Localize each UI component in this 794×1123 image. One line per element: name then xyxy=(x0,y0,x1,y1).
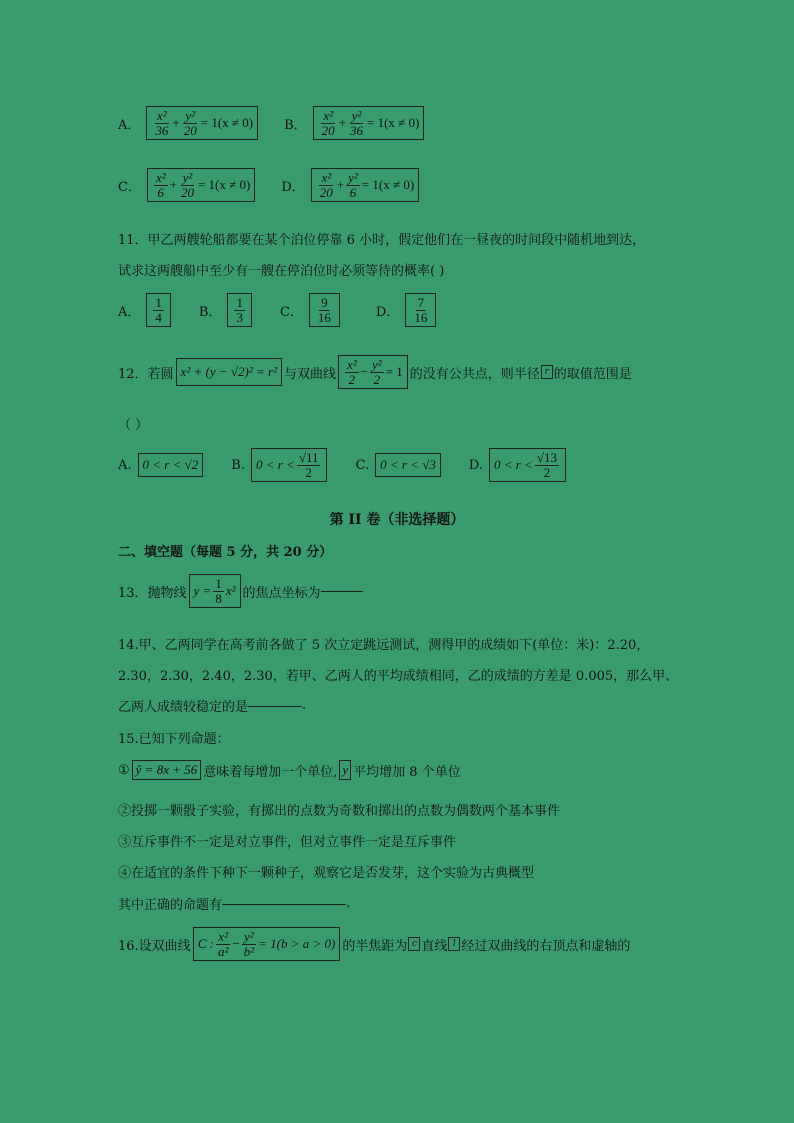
frac-num: 1 xyxy=(155,295,162,310)
frac-num: y² xyxy=(371,357,382,372)
q10-option-c-label: C． xyxy=(118,179,141,195)
q12-paren: （ ） xyxy=(118,418,149,433)
eq-label: C : xyxy=(197,936,214,952)
answer-blank[interactable] xyxy=(248,705,302,707)
frac-den: 2 xyxy=(543,464,551,480)
q10-row-cd xyxy=(118,168,421,202)
frac-num: 1 xyxy=(236,295,243,310)
q11-line1: 11．甲乙两艘轮船都要在某个泊位停靠 6 小时，假定他们在一昼夜的时间段中随机地到达， xyxy=(118,233,646,248)
q12-mid: 与双曲线 xyxy=(283,366,336,382)
frac-num: 9 xyxy=(321,295,328,310)
frac-num: y² xyxy=(185,108,196,123)
formula-rest: = 1 xyxy=(385,364,403,380)
q15-conclusion xyxy=(118,894,350,913)
frac-den: 16 xyxy=(317,309,331,325)
eq-rhs: x² xyxy=(225,583,236,599)
answer-blank[interactable] xyxy=(321,590,363,592)
frac-den: 2 xyxy=(348,371,356,387)
frac-num: x² xyxy=(218,929,228,944)
q12-option-c[interactable]: 0 < r < √3 xyxy=(375,453,441,477)
q12-prefix: 12．若圆 xyxy=(118,366,174,382)
q15-item2: ②投掷一颗骰子实验，有掷出的点数为奇数和掷出的点数为偶数两个基本事件 xyxy=(118,804,561,819)
frac-num: y² xyxy=(182,170,193,185)
q16-mid: 的半焦距为 xyxy=(342,938,408,954)
q14-line2: 2.30，2.30，2.40，2.30，若甲、乙两人的平均成绩相同，乙的成绩的方差是 0.005，那么甲、 xyxy=(118,669,679,684)
frac-num: x² xyxy=(155,170,166,185)
frac-den: 2 xyxy=(373,371,381,387)
formula-rest: = 1(b > a > 0) xyxy=(258,936,336,952)
frac-den: 6 xyxy=(157,184,165,200)
q15-regression-equation[interactable]: ŷ = 8x + 56 xyxy=(132,760,202,780)
q16-prefix: 16.设双曲线 xyxy=(118,938,191,954)
frac-den: b² xyxy=(243,943,255,959)
q12-stem xyxy=(118,355,632,389)
q11-option-a-label: A． xyxy=(118,304,141,320)
q10-option-a-formula[interactable]: $\frac{\text{x²}}{36}$ + $\frac{\text{y²}}{20}$ = 1(x ≠ 0) xyxy=(146,106,258,140)
answer-blank[interactable] xyxy=(222,903,346,905)
frac-num: x² xyxy=(157,108,167,123)
q10-option-b-label: B． xyxy=(284,117,307,133)
q15-end: . xyxy=(346,896,351,911)
frac-den: 8 xyxy=(215,590,222,606)
q12-r-symbol: r xyxy=(541,365,553,379)
q12-option-a[interactable]: 0 < r < √2 xyxy=(138,453,204,477)
frac-den: 4 xyxy=(155,309,162,325)
part2-title: 第 II 卷（非选择题） xyxy=(329,512,465,528)
q15-item3: ③互斥事件不一定是对立事件，但对立事件一定是互斥事件 xyxy=(118,835,457,850)
q12-option-d[interactable] xyxy=(489,448,566,482)
frac-den: 3 xyxy=(236,309,243,325)
q14-line1: 14.甲、乙两同学在高考前各做了 5 次立定跳远测试，测得甲的成绩如下(单位：米)：2.20， xyxy=(118,638,650,653)
q15-intro: 15.已知下列命题： xyxy=(118,732,230,747)
frac-den: a² xyxy=(217,943,229,959)
frac-den: 20 xyxy=(319,184,333,200)
q15-y-symbol: y xyxy=(339,760,351,780)
frac-num: √13 xyxy=(536,450,557,465)
q15-item1 xyxy=(118,760,461,780)
q13-suffix: 的焦点坐标为 xyxy=(242,585,321,601)
frac-num: √11 xyxy=(298,450,319,465)
q12-hyperbola-equation[interactable]: $\frac{\text{x²}}{2}$ − $\frac{\text{y²}}{2}$ = 1 xyxy=(338,355,408,389)
q12-option-c-label: C. xyxy=(355,457,370,473)
frac-num: y² xyxy=(348,170,358,185)
q11-option-b-label: B． xyxy=(198,304,222,320)
frac-den: 2 xyxy=(305,464,312,480)
q10-option-d-formula[interactable]: $\frac{\text{x²}}{20}$ + $\frac{\text{y²}}{6}$ = 1(x ≠ 0) xyxy=(311,168,419,202)
q10-row-ab xyxy=(118,106,426,140)
frac-num: 7 xyxy=(417,295,425,310)
q11-option-a[interactable] xyxy=(146,293,171,327)
q12-option-a-label: A. xyxy=(118,457,132,473)
q12-options xyxy=(118,448,568,482)
frac-den: 6 xyxy=(349,184,357,200)
q11-options xyxy=(118,293,438,327)
q13-prefix: 13．抛物线 xyxy=(118,585,187,601)
q15-item1-prefix: ① xyxy=(118,762,130,778)
q10-option-c-formula[interactable]: $\frac{\text{x²}}{6}$ + $\frac{\text{y²}}{20}$ = 1(x ≠ 0) xyxy=(147,168,255,202)
q11-line2: 试求这两艘船中至少有一艘在停泊位时必须等待的概率( ) xyxy=(118,264,445,279)
q11-option-c[interactable] xyxy=(309,293,340,327)
q10-option-b-formula[interactable]: $\frac{\text{x²}}{20}$ + $\frac{\text{y²}}{36}$ = 1(x ≠ 0) xyxy=(313,106,425,140)
q12-suffix1: 的没有公共点，则半径 xyxy=(409,366,540,382)
q10-option-a-label: A． xyxy=(118,117,141,133)
eq-lhs: y = xyxy=(193,583,212,599)
q12-circle-equation[interactable]: x² + (y − √2)² = r² xyxy=(176,358,282,386)
frac-den: 36 xyxy=(350,122,364,138)
frac-den: 20 xyxy=(180,184,194,200)
formula-rest: = 1(x ≠ 0) xyxy=(367,115,420,131)
q12-suffix2: 的取值范围是 xyxy=(553,366,632,382)
q16-stem xyxy=(118,927,630,961)
q15-item4: ④在适宜的条件下种下一颗种子，观察它是否发芽，这个实验为古典概型 xyxy=(118,866,535,881)
q11-option-c-label: C． xyxy=(279,304,303,320)
formula-rest: = 1(x ≠ 0) xyxy=(200,115,254,131)
q15-item1-mid: 意味着每增加一个单位, xyxy=(203,764,338,780)
q12-option-b[interactable] xyxy=(251,448,328,482)
q16-hyperbola-equation[interactable]: C : $\frac{\text{x²}}{\text{a²}}$ − $\frac{\text{y²}}{\text{b²}}$ = 1(b > a > 0) xyxy=(193,927,341,961)
formula-rest: = 1(x ≠ 0) xyxy=(197,177,251,193)
frac-num: y² xyxy=(351,108,362,123)
q14-line3-text: 乙两人成绩较稳定的是 xyxy=(118,700,249,715)
expr-pre: 0 < r < xyxy=(493,457,533,473)
frac-den: 20 xyxy=(183,122,197,138)
frac-num: x² xyxy=(346,357,357,372)
q12-option-b-label: B. xyxy=(231,457,245,473)
q15-conclusion-text: 其中正确的命题有 xyxy=(118,898,223,913)
q16-l-symbol: l xyxy=(448,937,460,951)
section2-heading: 二、填空题（每题 5 分，共 20 分） xyxy=(118,545,333,560)
q15-item1-suffix: 平均增加 8 个单位 xyxy=(353,764,461,780)
q16-c-symbol: c xyxy=(408,937,420,951)
frac-num: 1 xyxy=(215,576,222,591)
q12-option-d-label: D. xyxy=(468,457,483,473)
q13 xyxy=(118,574,363,608)
q11-option-d-label: D． xyxy=(375,304,400,320)
frac-num: x² xyxy=(321,170,332,185)
q14-end: . xyxy=(302,698,307,713)
q11-option-b[interactable] xyxy=(227,293,252,327)
expr-pre: 0 < r < xyxy=(255,457,295,473)
q16-suffix: 经过双曲线的右顶点和虚轴的 xyxy=(461,938,631,954)
q13-equation[interactable] xyxy=(189,574,241,608)
frac-den: 16 xyxy=(414,309,428,325)
frac-num: y² xyxy=(244,929,254,944)
frac-den: 20 xyxy=(321,122,335,138)
frac-num: x² xyxy=(323,108,333,123)
formula-rest: = 1(x ≠ 0) xyxy=(361,177,415,193)
frac-den: 36 xyxy=(155,122,169,138)
q10-option-d-label: D． xyxy=(281,179,305,195)
q14-line3 xyxy=(118,696,306,715)
q11-option-d[interactable] xyxy=(405,293,436,327)
q16-mid2: 直线 xyxy=(421,938,448,954)
